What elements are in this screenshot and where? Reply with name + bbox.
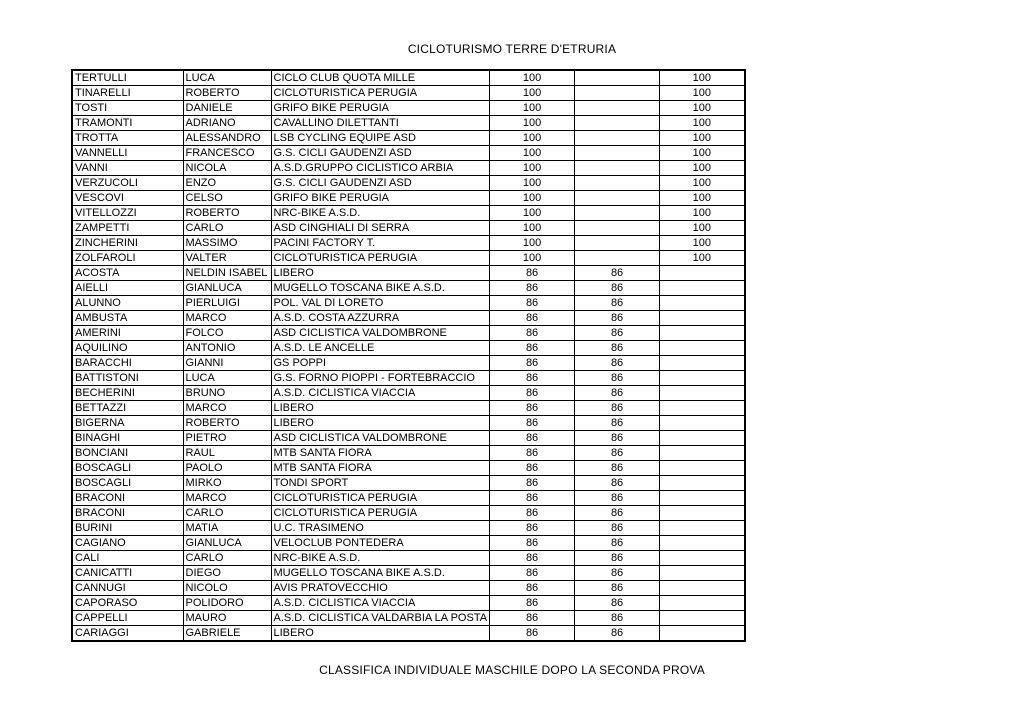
table-row [72,416,745,431]
total-points-cell: 100 [490,70,575,86]
surname-cell: BURINI [72,521,183,536]
surname-cell: BECHERINI [72,386,183,401]
second-race-points-cell [660,371,745,386]
results-table [71,69,746,642]
second-race-points-cell [660,611,745,626]
surname-cell: BOSCAGLI [72,461,183,476]
surname-cell: VANNELLI [72,146,183,161]
first-race-points-cell: 86 [575,506,660,521]
team-cell: LIBERO [271,626,490,642]
first-name-cell: FOLCO [183,326,271,341]
table-row [72,101,745,116]
total-points-cell: 100 [490,206,575,221]
table-row [72,506,745,521]
second-race-points-cell: 100 [660,146,745,161]
surname-cell: AMERINI [72,326,183,341]
team-cell: PACINI FACTORY T. [271,236,490,251]
total-points-cell: 100 [490,236,575,251]
surname-cell: BRACONI [72,506,183,521]
first-name-cell: GIANNI [183,356,271,371]
team-cell: CICLOTURISTICA PERUGIA [271,251,490,266]
second-race-points-cell: 100 [660,101,745,116]
total-points-cell: 86 [490,461,575,476]
surname-cell: CANNUGI [72,581,183,596]
total-points-cell: 100 [490,116,575,131]
total-points-cell: 86 [490,371,575,386]
second-race-points-cell [660,521,745,536]
total-points-cell: 86 [490,356,575,371]
second-race-points-cell: 100 [660,86,745,101]
second-race-points-cell [660,356,745,371]
first-name-cell: GIANLUCA [183,536,271,551]
first-name-cell: ROBERTO [183,206,271,221]
team-cell: CICLOTURISTICA PERUGIA [271,491,490,506]
team-cell: G.S. CICLI GAUDENZI ASD [271,176,490,191]
first-race-points-cell [575,206,660,221]
total-points-cell: 86 [490,341,575,356]
first-name-cell: LUCA [183,371,271,386]
surname-cell: BETTAZZI [72,401,183,416]
team-cell: G.S. CICLI GAUDENZI ASD [271,146,490,161]
first-name-cell: ROBERTO [183,416,271,431]
surname-cell: CAPORASO [72,596,183,611]
team-cell: CICLOTURISTICA PERUGIA [271,86,490,101]
surname-cell: ZINCHERINI [72,236,183,251]
total-points-cell: 86 [490,431,575,446]
team-cell: GRIFO BIKE PERUGIA [271,101,490,116]
first-race-points-cell [575,251,660,266]
first-race-points-cell: 86 [575,581,660,596]
first-name-cell: DIEGO [183,566,271,581]
table-row [72,431,745,446]
first-race-points-cell: 86 [575,446,660,461]
surname-cell: AQUILINO [72,341,183,356]
second-race-points-cell: 100 [660,221,745,236]
second-race-points-cell [660,326,745,341]
surname-cell: CAPPELLI [72,611,183,626]
team-cell: CICLO CLUB QUOTA MILLE [271,70,490,86]
second-race-points-cell [660,491,745,506]
second-race-points-cell [660,446,745,461]
second-race-points-cell: 100 [660,236,745,251]
surname-cell: CANICATTI [72,566,183,581]
first-name-cell: DANIELE [183,101,271,116]
team-cell: A.S.D.GRUPPO CICLISTICO ARBIA [271,161,490,176]
first-name-cell: POLIDORO [183,596,271,611]
table-row [72,611,745,626]
first-race-points-cell: 86 [575,596,660,611]
first-name-cell: VALTER [183,251,271,266]
surname-cell: VERZUCOLI [72,176,183,191]
table-row [72,551,745,566]
second-race-points-cell [660,506,745,521]
surname-cell: BATTISTONI [72,371,183,386]
team-cell: G.S. FORNO PIOPPI - FORTEBRACCIO [271,371,490,386]
second-race-points-cell: 100 [660,251,745,266]
second-race-points-cell: 100 [660,176,745,191]
surname-cell: ZOLFAROLI [72,251,183,266]
second-race-points-cell [660,626,745,642]
first-race-points-cell: 86 [575,536,660,551]
first-race-points-cell: 86 [575,626,660,642]
table-row [72,116,745,131]
surname-cell: VITELLOZZI [72,206,183,221]
second-race-points-cell [660,461,745,476]
total-points-cell: 100 [490,131,575,146]
second-race-points-cell: 100 [660,70,745,86]
table-row [72,521,745,536]
second-race-points-cell [660,386,745,401]
first-name-cell: MARCO [183,311,271,326]
table-row [72,446,745,461]
surname-cell: CARIAGGI [72,626,183,642]
table-row [72,236,745,251]
total-points-cell: 86 [490,551,575,566]
first-name-cell: MAURO [183,611,271,626]
surname-cell: ACOSTA [72,266,183,281]
table-row [72,626,745,642]
total-points-cell: 86 [490,491,575,506]
first-race-points-cell: 86 [575,461,660,476]
surname-cell: BRACONI [72,491,183,506]
first-name-cell: ADRIANO [183,116,271,131]
team-cell: GS POPPI [271,356,490,371]
total-points-cell: 100 [490,86,575,101]
surname-cell: BONCIANI [72,446,183,461]
total-points-cell: 86 [490,566,575,581]
total-points-cell: 86 [490,476,575,491]
first-race-points-cell: 86 [575,266,660,281]
team-cell: LSB CYCLING EQUIPE ASD [271,131,490,146]
first-race-points-cell [575,86,660,101]
second-race-points-cell [660,566,745,581]
first-name-cell: MARCO [183,491,271,506]
first-race-points-cell: 86 [575,566,660,581]
team-cell: A.S.D. CICLISTICA VIACCIA [271,596,490,611]
first-name-cell: NICOLA [183,161,271,176]
first-race-points-cell [575,70,660,86]
team-cell: POL. VAL DI LORETO [271,296,490,311]
first-race-points-cell [575,146,660,161]
team-cell: NRC-BIKE A.S.D. [271,206,490,221]
first-name-cell: MIRKO [183,476,271,491]
second-race-points-cell [660,476,745,491]
surname-cell: VANNI [72,161,183,176]
team-cell: LIBERO [271,416,490,431]
table-row [72,221,745,236]
total-points-cell: 100 [490,191,575,206]
first-name-cell: NELDIN ISABEL [183,266,271,281]
first-race-points-cell [575,236,660,251]
surname-cell: TERTULLI [72,70,183,86]
team-cell: VELOCLUB PONTEDERA [271,536,490,551]
second-race-points-cell [660,296,745,311]
second-race-points-cell: 100 [660,191,745,206]
table-row [72,491,745,506]
team-cell: MUGELLO TOSCANA BIKE A.S.D. [271,566,490,581]
team-cell: ASD CINGHIALI DI SERRA [271,221,490,236]
first-race-points-cell [575,101,660,116]
total-points-cell: 100 [490,101,575,116]
document-title: CICLOTURISMO TERRE D'ETRURIA [407,42,617,56]
total-points-cell: 86 [490,626,575,642]
first-name-cell: MASSIMO [183,236,271,251]
total-points-cell: 86 [490,401,575,416]
team-cell: A.S.D. COSTA AZZURRA [271,311,490,326]
first-race-points-cell: 86 [575,371,660,386]
total-points-cell: 100 [490,251,575,266]
first-name-cell: LUCA [183,70,271,86]
total-points-cell: 86 [490,386,575,401]
first-name-cell: CARLO [183,221,271,236]
total-points-cell: 86 [490,416,575,431]
second-race-points-cell [660,266,745,281]
team-cell: A.S.D. LE ANCELLE [271,341,490,356]
first-name-cell: PIETRO [183,431,271,446]
first-race-points-cell: 86 [575,491,660,506]
team-cell: LIBERO [271,401,490,416]
team-cell: CICLOTURISTICA PERUGIA [271,506,490,521]
surname-cell: BIGERNA [72,416,183,431]
table-row [72,596,745,611]
total-points-cell: 86 [490,611,575,626]
team-cell: U.C. TRASIMENO [271,521,490,536]
table-row [72,131,745,146]
surname-cell: TINARELLI [72,86,183,101]
table-row [72,311,745,326]
table-row [72,281,745,296]
team-cell: MUGELLO TOSCANA BIKE A.S.D. [271,281,490,296]
surname-cell: AMBUSTA [72,311,183,326]
total-points-cell: 100 [490,176,575,191]
first-name-cell: NICOLO [183,581,271,596]
first-name-cell: ENZO [183,176,271,191]
second-race-points-cell [660,581,745,596]
second-race-points-cell [660,401,745,416]
second-race-points-cell [660,311,745,326]
second-race-points-cell [660,551,745,566]
surname-cell: ZAMPETTI [72,221,183,236]
second-race-points-cell: 100 [660,206,745,221]
table-row [72,191,745,206]
second-race-points-cell: 100 [660,131,745,146]
first-race-points-cell: 86 [575,551,660,566]
table-row [72,341,745,356]
first-race-points-cell: 86 [575,521,660,536]
first-race-points-cell: 86 [575,296,660,311]
first-name-cell: FRANCESCO [183,146,271,161]
team-cell: MTB SANTA FIORA [271,446,490,461]
first-name-cell: ROBERTO [183,86,271,101]
total-points-cell: 100 [490,221,575,236]
surname-cell: VESCOVI [72,191,183,206]
surname-cell: BINAGHI [72,431,183,446]
first-race-points-cell [575,191,660,206]
total-points-cell: 86 [490,581,575,596]
first-name-cell: ALESSANDRO [183,131,271,146]
total-points-cell: 86 [490,281,575,296]
results-table-body [72,70,745,641]
team-cell: ASD CICLISTICA VALDOMBRONE [271,431,490,446]
first-name-cell: GIANLUCA [183,281,271,296]
first-name-cell: CARLO [183,506,271,521]
first-name-cell: ANTONIO [183,341,271,356]
first-name-cell: PIERLUIGI [183,296,271,311]
team-cell: MTB SANTA FIORA [271,461,490,476]
team-cell: AVIS PRATOVECCHIO [271,581,490,596]
second-race-points-cell [660,431,745,446]
first-race-points-cell: 86 [575,611,660,626]
table-row [72,371,745,386]
table-row [72,536,745,551]
first-name-cell: GABRIELE [183,626,271,642]
total-points-cell: 86 [490,596,575,611]
table-row [72,296,745,311]
first-name-cell: MATIA [183,521,271,536]
surname-cell: TRAMONTI [72,116,183,131]
total-points-cell: 86 [490,311,575,326]
table-row [72,206,745,221]
table-row [72,70,745,86]
second-race-points-cell [660,596,745,611]
table-row [72,176,745,191]
document-footer: CLASSIFICA INDIVIDUALE MASCHILE DOPO LA SECONDA PROVA [319,663,705,677]
table-row [72,386,745,401]
team-cell: NRC-BIKE A.S.D. [271,551,490,566]
team-cell: CAVALLINO DILETTANTI [271,116,490,131]
first-race-points-cell [575,161,660,176]
first-race-points-cell: 86 [575,356,660,371]
first-name-cell: MARCO [183,401,271,416]
total-points-cell: 86 [490,326,575,341]
total-points-cell: 86 [490,521,575,536]
first-race-points-cell: 86 [575,416,660,431]
surname-cell: BOSCAGLI [72,476,183,491]
table-row [72,146,745,161]
surname-cell: ALUNNO [72,296,183,311]
table-row [72,266,745,281]
table-row [72,161,745,176]
team-cell: GRIFO BIKE PERUGIA [271,191,490,206]
surname-cell: AIELLI [72,281,183,296]
second-race-points-cell: 100 [660,161,745,176]
first-race-points-cell: 86 [575,476,660,491]
surname-cell: TROTTA [72,131,183,146]
total-points-cell: 100 [490,146,575,161]
team-cell: LIBERO [271,266,490,281]
first-race-points-cell [575,131,660,146]
second-race-points-cell [660,416,745,431]
first-name-cell: PAOLO [183,461,271,476]
table-row [72,86,745,101]
first-name-cell: RAUL [183,446,271,461]
total-points-cell: 86 [490,296,575,311]
first-name-cell: BRUNO [183,386,271,401]
second-race-points-cell: 100 [660,116,745,131]
total-points-cell: 86 [490,266,575,281]
second-race-points-cell [660,341,745,356]
table-row [72,581,745,596]
surname-cell: TOSTI [72,101,183,116]
first-race-points-cell: 86 [575,341,660,356]
surname-cell: CAGIANO [72,536,183,551]
total-points-cell: 86 [490,506,575,521]
table-row [72,566,745,581]
table-row [72,461,745,476]
first-race-points-cell: 86 [575,386,660,401]
table-row [72,251,745,266]
first-race-points-cell: 86 [575,326,660,341]
total-points-cell: 86 [490,536,575,551]
first-name-cell: CARLO [183,551,271,566]
first-race-points-cell [575,176,660,191]
table-row [72,326,745,341]
second-race-points-cell [660,281,745,296]
team-cell: ASD CICLISTICA VALDOMBRONE [271,326,490,341]
table-row [72,476,745,491]
total-points-cell: 100 [490,161,575,176]
first-race-points-cell [575,221,660,236]
team-cell: A.S.D. CICLISTICA VIACCIA [271,386,490,401]
total-points-cell: 86 [490,446,575,461]
first-name-cell: CELSO [183,191,271,206]
surname-cell: CALI [72,551,183,566]
team-cell: TONDI SPORT [271,476,490,491]
surname-cell: BARACCHI [72,356,183,371]
team-cell: A.S.D. CICLISTICA VALDARBIA LA POSTA [271,611,490,626]
table-row [72,401,745,416]
table-row [72,356,745,371]
first-race-points-cell: 86 [575,311,660,326]
second-race-points-cell [660,536,745,551]
first-race-points-cell: 86 [575,401,660,416]
first-race-points-cell [575,116,660,131]
first-race-points-cell: 86 [575,281,660,296]
first-race-points-cell: 86 [575,431,660,446]
